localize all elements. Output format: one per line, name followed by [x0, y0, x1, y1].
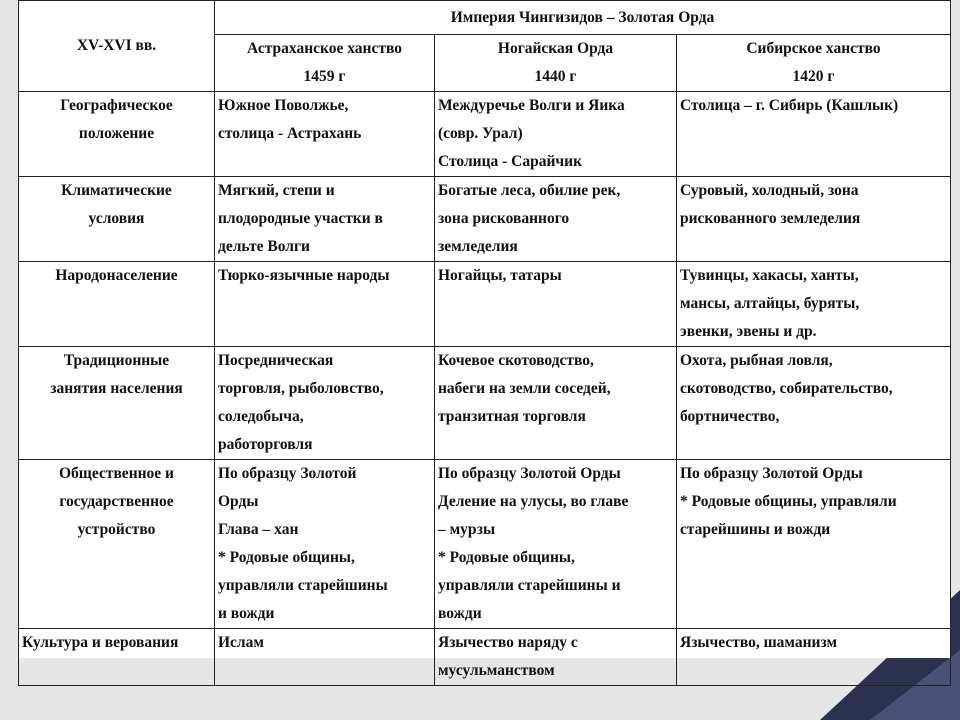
table-cell: Мягкий, степи и плодородные участки в дельте Волги [215, 177, 435, 262]
row-header-cell: Общественное и государственное устройство [19, 460, 215, 629]
column-header: Ногайская Орда 1440 г [435, 35, 677, 92]
column-header: Астраханское ханство 1459 г [215, 35, 435, 92]
table-cell: Тюрко-язычные народы [215, 262, 435, 347]
table-cell: Посредническая торговля, рыболовство, соледобыча, работорговля [215, 347, 435, 460]
table-row [19, 262, 951, 347]
table-cell: Ногайцы, татары [435, 262, 677, 347]
table-cell: Язычество наряду с мусульманством [435, 629, 677, 686]
table-body [19, 92, 951, 686]
corner-header-cell: XV-XVI вв. [19, 1, 215, 92]
table-row [19, 347, 951, 460]
document-page [18, 0, 950, 679]
row-header-cell: Географическое положение [19, 92, 215, 177]
table-cell: По образцу Золотой Орды Глава – хан * Родовые общины, управляли старейшины и вожди [215, 460, 435, 629]
table-row [19, 92, 951, 177]
table-cell: Столица – г. Сибирь (Кашлык) [677, 92, 951, 177]
comparison-table [18, 0, 951, 686]
group-header-cell: Империя Чингизидов – Золотая Орда [215, 1, 951, 35]
table-row [19, 460, 951, 629]
table-cell: Кочевое скотоводство, набеги на земли соседей, транзитная торговля [435, 347, 677, 460]
table-cell: Ислам [215, 629, 435, 686]
row-header-cell: Культура и верования [19, 629, 215, 686]
column-header: Сибирское ханство 1420 г [677, 35, 951, 92]
table-row [19, 629, 951, 686]
table-cell: Язычество, шаманизм [677, 629, 951, 686]
table-cell: По образцу Золотой Орды * Родовые общины, управляли старейшины и вожди [677, 460, 951, 629]
table-cell: Междуречье Волги и Яика (совр. Урал) Столица - Сарайчик [435, 92, 677, 177]
table-cell: Тувинцы, хакасы, ханты, мансы, алтайцы, буряты, эвенки, эвены и др. [677, 262, 951, 347]
table-cell: Богатые леса, обилие рек, зона рискованного земледелия [435, 177, 677, 262]
row-header-cell: Народонаселение [19, 262, 215, 347]
row-header-cell: Традиционные занятия населения [19, 347, 215, 460]
row-header-cell: Климатические условия [19, 177, 215, 262]
table-cell: Охота, рыбная ловля, скотоводство, собирательство, бортничество, [677, 347, 951, 460]
table-cell: Суровый, холодный, зона рискованного земледелия [677, 177, 951, 262]
table-cell: Южное Поволжье, столица - Астрахань [215, 92, 435, 177]
table-cell: По образцу Золотой Орды Деление на улусы, во главе – мурзы * Родовые общины, управляли старейшины и вожди [435, 460, 677, 629]
table-row [19, 177, 951, 262]
